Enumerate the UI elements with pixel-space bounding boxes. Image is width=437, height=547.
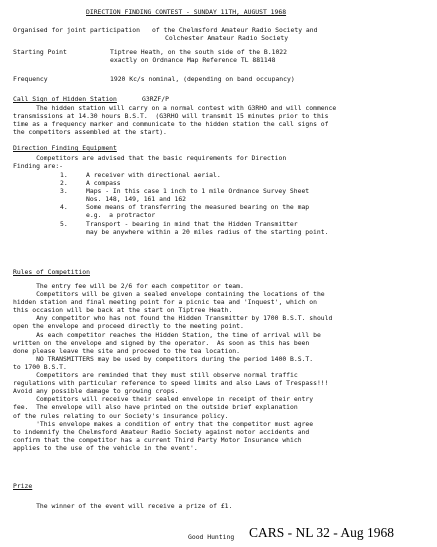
rules-line: applies to the use of the vehicle in the event'. [13, 443, 198, 452]
rules-heading: Rules of Competition [13, 268, 90, 276]
newsletter-reference: CARS - NL 32 - Aug 1968 [249, 525, 395, 540]
document-title: DIRECTION FINDING CONTEST - SUNDAY 11TH, AUGUST 1968 [86, 8, 287, 16]
call-sign-value: G3RZF/P [142, 95, 169, 103]
rules-line: written on the envelope and signed by the operator. As soon as this has been [13, 338, 310, 347]
rules-line: As each competitor reaches the Hidden Station, the time of arrival will be [13, 330, 321, 339]
rules-line: open the envelope and proceed directly to the meeting point. [13, 322, 244, 331]
rules-line: Avoid any possible damage to growing crops. [13, 387, 179, 396]
paragraph-line: Finding are:- [13, 162, 64, 171]
rules-line: regulations with particular reference to speed limits and also Laws of Trespass!!! [13, 379, 329, 388]
rules-line: to indemnify the Chelmsford Amateur Radio Society against motor accidents and [13, 427, 310, 436]
paragraph-line: the competitors assembled at the start). [13, 128, 167, 137]
call-sign-paragraph [13, 104, 336, 136]
frequency-value: 1920 Kc/s nominal, (depending on band occupancy) [110, 75, 295, 83]
rules-line: Any competitor who has not found the Hidden Transmitter by 1700 B.S.T. should [13, 314, 333, 323]
frequency-label: Frequency [13, 75, 48, 83]
organised-label: Organised for joint participation [13, 26, 140, 34]
rules-line: this occasion will be back at the start on Tiptree Heath. [13, 306, 233, 315]
rules-line: confirm that the competitor has a current Third Party Motor Insurance which [13, 435, 302, 444]
paragraph-line: time as a frequency marker and communicate to the hidden station the call signs of [13, 120, 329, 129]
rules-line: hidden station and final meeting point for a picnic tea and 'Inquest', which on [13, 298, 317, 307]
list-item: e.g. a protractor [86, 211, 156, 220]
rules-line: Competitors will be given a sealed envelope containing the locations of the [13, 290, 325, 299]
closing-text: Good Hunting [188, 533, 235, 541]
list-item: 2. A compass [60, 179, 121, 188]
list-item: 5. Transport - bearing in mind that the Hidden Transmitter [60, 219, 298, 228]
paragraph-line: transmissions at 14.30 hours B.S.T. (G3RHO will transmit 15 minutes prior to this [13, 112, 329, 121]
paragraph-line: The hidden station will carry on a normal contest with G3RHO and will commence [13, 104, 337, 112]
paragraph-line: Competitors are advised that the basic requirements for Direction [13, 154, 287, 162]
rules-line: fee. The envelope will also have printed on the outside brief explanation [13, 403, 298, 412]
call-sign-heading: Call Sign of Hidden Station [13, 95, 117, 103]
organised-line-2: Colchester Amateur Radio Society [165, 34, 289, 42]
rules-line: of the rules relating to our Society's insurance policy. [13, 411, 229, 420]
rules-line: to 1700 B.S.T. [13, 362, 67, 371]
rules-line: 'This envelope makes a condition of entry that the competitor must agree [13, 419, 314, 428]
rules-line: Competitors are reminded that they must still observe normal traffic [13, 371, 298, 380]
list-item: 1. A receiver with directional aerial. [60, 171, 221, 179]
rules-line: The entry fee will be 2/6 for each competitor or team. [13, 282, 244, 290]
equipment-heading: Direction Finding Equipment [13, 144, 117, 152]
starting-point-label: Starting Point [13, 48, 67, 56]
list-item: 3. Maps - In this case 1 inch to 1 mile Ordnance Survey Sheet [60, 187, 310, 196]
rules-line: Competitors will receive their sealed envelope in receipt of their entry [13, 395, 314, 404]
equipment-list [60, 171, 328, 236]
list-item: Nos. 148, 149, 161 and 162 [86, 195, 187, 204]
organised-line-1: of the Chelmsford Amateur Radio Society and [152, 26, 318, 34]
rules-line: NO TRANSMITTERS may be used by competitors during the period 1400 B.S.T. [13, 354, 314, 363]
rules-body [13, 282, 332, 452]
starting-point-line-2: exactly on Ordnance Map Reference TL 881148 [110, 56, 276, 64]
list-item: may be anywhere within a 20 miles radius of the starting point. [86, 227, 329, 236]
starting-point-line-1: Tiptree Heath, on the south side of the B.1022 [110, 48, 287, 56]
equipment-intro [13, 154, 286, 170]
list-item: 4. Some means of transferring the measured bearing on the map [60, 203, 310, 212]
prize-heading: Prize [13, 482, 33, 490]
prize-text: The winner of the event will receive a prize of £1. [13, 502, 233, 510]
rules-line: done please leave the site and proceed to the tea location. [13, 346, 241, 355]
